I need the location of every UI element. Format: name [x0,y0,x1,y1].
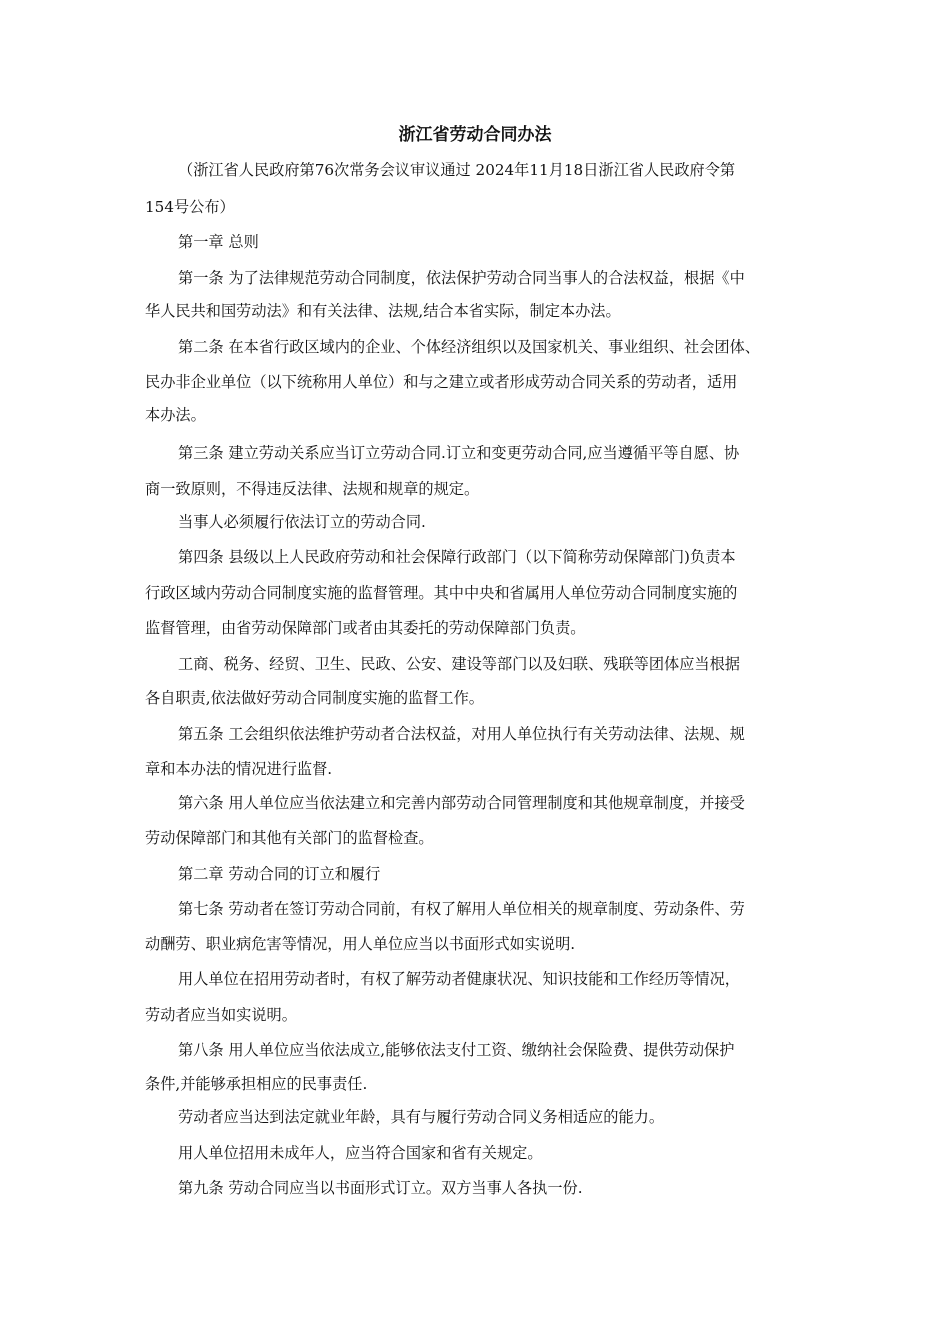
article-3-line-1: 第三条 建立劳动关系应当订立劳动合同.订立和变更劳动合同,应当遵循平等自愿、协 [178,444,740,462]
article-7-line-1: 第七条 劳动者在签订劳动合同前，有权了解用人单位相关的规章制度、劳动条件、劳 [178,900,745,918]
chapter-heading-1: 第一章 总则 [178,233,259,251]
article-4-line-1: 第四条 县级以上人民政府劳动和社会保障行政部门（以下简称劳动保障部门)负责本 [178,548,736,566]
article-8-para-3: 用人单位招用未成年人，应当符合国家和省有关规定。 [178,1144,543,1162]
article-4-line-3: 监督管理，由省劳动保障部门或者由其委托的劳动保障部门负责。 [145,619,586,637]
article-4-para-2-line-2: 各自职责,依法做好劳动合同制度实施的监督工作。 [145,689,484,707]
article-9-line-1: 第九条 劳动合同应当以书面形式订立。双方当事人各执一份. [178,1179,583,1197]
article-2-line-2: 民办非企业单位（以下统称用人单位）和与之建立或者形成劳动合同关系的劳动者，适用 [145,373,738,391]
article-2-line-1: 第二条 在本省行政区域内的企业、个体经济组织以及国家机关、事业组织、社会团体、 [178,338,760,356]
article-2-line-3: 本办法。 [145,406,206,424]
article-8-para-2: 劳动者应当达到法定就业年龄，具有与履行劳动合同义务相适应的能力。 [178,1108,664,1126]
chapter-heading-2: 第二章 劳动合同的订立和履行 [178,865,381,883]
article-7-para-2-line-1: 用人单位在招用劳动者时，有权了解劳动者健康状况、知识技能和工作经历等情况， [178,970,740,988]
article-4-line-2: 行政区域内劳动合同制度实施的监督管理。其中中央和省属用人单位劳动合同制度实施的 [145,584,738,602]
preamble-line-1: （浙江省人民政府第76次常务会议审议通过 2024年11月18日浙江省人民政府令第 [178,161,736,179]
article-1-line-1: 第一条 为了法律规范劳动合同制度，依法保护劳动合同当事人的合法权益，根据《中 [178,269,745,287]
article-3-para-2: 当事人必须履行依法订立的劳动合同. [178,513,426,531]
article-8-line-1: 第八条 用人单位应当依法成立,能够依法支付工资、缴纳社会保险费、提供劳动保护 [178,1041,735,1059]
article-5-line-2: 章和本办法的情况进行监督. [145,760,333,778]
article-7-para-2-line-2: 劳动者应当如实说明。 [145,1006,297,1024]
article-4-para-2-line-1: 工商、税务、经贸、卫生、民政、公安、建设等部门以及妇联、残联等团体应当根据 [178,655,740,673]
article-3-line-2: 商一致原则，不得违反法律、法规和规章的规定。 [145,480,480,498]
article-6-line-2: 劳动保障部门和其他有关部门的监督检查。 [145,829,434,847]
article-8-line-2: 条件,并能够承担相应的民事责任. [145,1075,368,1093]
article-5-line-1: 第五条 工会组织依法维护劳动者合法权益，对用人单位执行有关劳动法律、法规、规 [178,725,745,743]
article-6-line-1: 第六条 用人单位应当依法建立和完善内部劳动合同管理制度和其他规章制度，并接受 [178,794,745,812]
document-title: 浙江省劳动合同办法 [398,125,552,145]
preamble-line-2: 154号公布） [145,198,235,216]
article-1-line-2: 华人民共和国劳动法》和有关法律、法规,结合本省实际，制定本办法。 [145,302,621,320]
article-7-line-2: 动酬劳、职业病危害等情况，用人单位应当以书面形式如实说明. [145,935,576,953]
